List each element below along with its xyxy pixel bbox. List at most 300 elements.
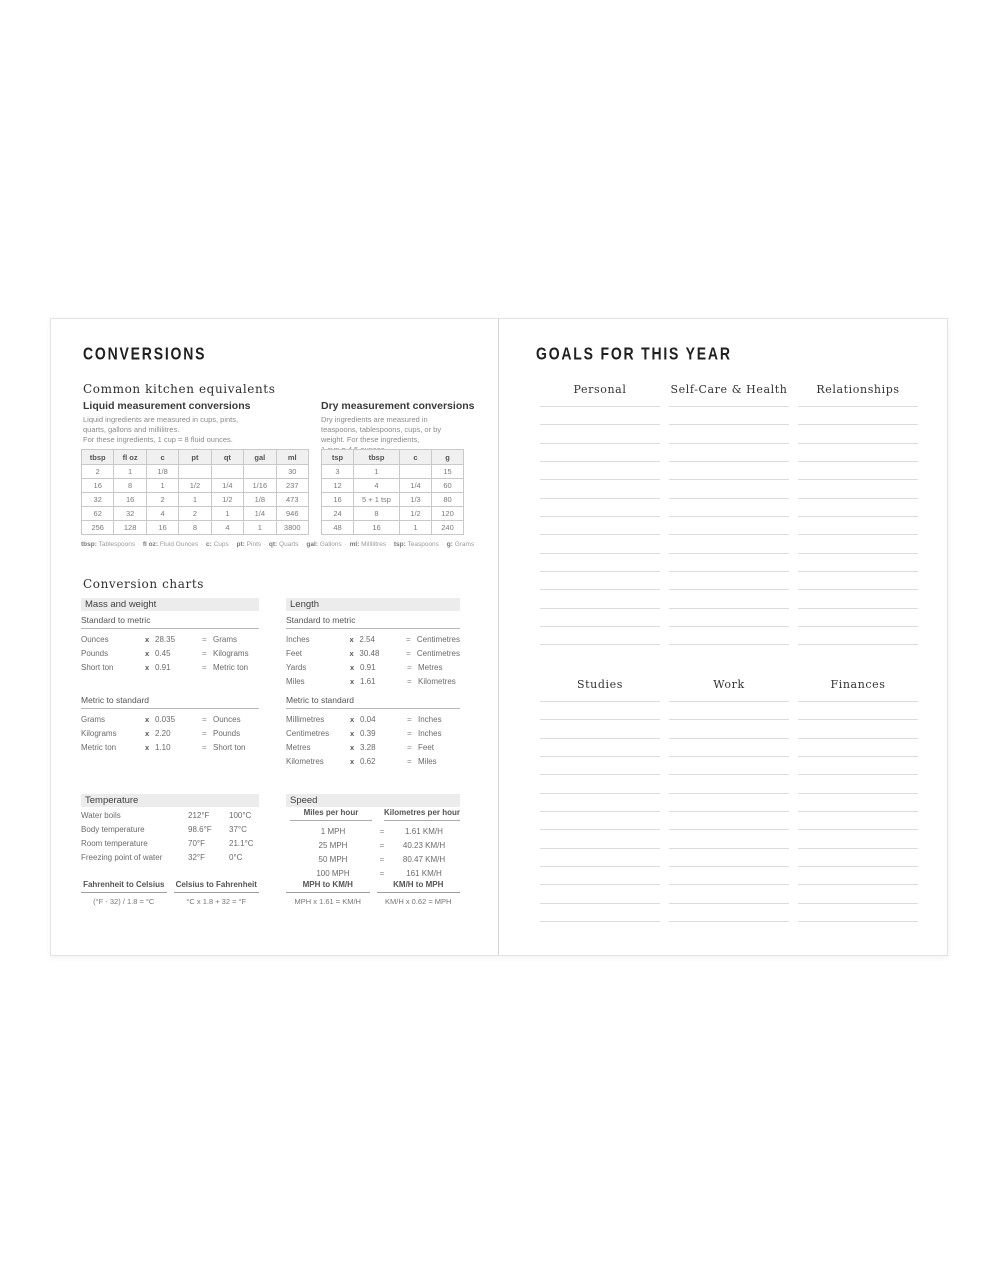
table-cell: 2 [82, 465, 114, 479]
conversion-factor: 2.20 [155, 728, 171, 738]
column-header: tbsp [82, 450, 114, 465]
planner-spread [50, 318, 948, 956]
dry-conversions-heading: Dry measurement conversions [321, 400, 475, 412]
goals-page-title: GOALS FOR THIS YEAR [536, 343, 732, 363]
conversion-factor: 3.28 [360, 742, 376, 752]
equals-sign: = [202, 728, 207, 738]
column-header: tbsp [354, 450, 400, 465]
abbreviation-meaning: Fluid Ounces [159, 541, 199, 548]
speed-row [286, 824, 460, 838]
goal-line [540, 553, 660, 554]
goal-section [669, 383, 789, 646]
conversion-charts-heading: Conversion charts [83, 577, 205, 591]
equals-sign: = [202, 634, 207, 644]
table-cell: 946 [276, 507, 308, 521]
goal-line [540, 424, 660, 425]
multiply-sign: x [350, 662, 355, 672]
column-header: c [400, 450, 432, 465]
kmh-value: 161 KM/H [406, 868, 442, 878]
multiply-sign: x [350, 714, 355, 724]
unit-to: Kilometres [418, 676, 456, 686]
abbreviation-meaning: Cups [213, 541, 229, 548]
abbreviation-meaning: Quarts [279, 541, 299, 548]
description-line: Dry ingredients are measured in [321, 415, 428, 424]
conversion-factor: 30.48 [359, 648, 380, 658]
column-header: tsp [322, 450, 354, 465]
goal-line [798, 443, 918, 444]
conversion-row [81, 712, 259, 726]
goal-line [798, 774, 918, 775]
goal-line [798, 626, 918, 627]
goal-line [669, 811, 789, 812]
goal-line [669, 461, 789, 462]
table-cell: 4 [146, 507, 178, 521]
fahrenheit-value: 32°F [188, 852, 205, 862]
abbreviation: g: [446, 541, 453, 548]
table-cell: 1 [244, 521, 276, 535]
temperature-label: Freezing point of water [81, 852, 163, 862]
multiply-sign: x [349, 648, 354, 658]
conversions-page-title: CONVERSIONS [83, 343, 207, 363]
goal-line [540, 534, 660, 535]
equals-sign: = [202, 714, 207, 724]
abbreviation: pt: [236, 541, 245, 548]
goal-line [669, 719, 789, 720]
separator-dot: · [231, 541, 234, 548]
goal-line [798, 498, 918, 499]
kmh-value: 80.47 KM/H [402, 854, 446, 864]
kmh-column-header: Kilometres per hour [384, 808, 460, 821]
length-std-to-metric-rows [286, 632, 460, 688]
unit-to: Centimetres [416, 634, 460, 644]
multiply-sign: x [145, 742, 150, 752]
multiply-sign: x [145, 714, 150, 724]
goal-line [540, 461, 660, 462]
abbreviation-meaning: Teaspoons [407, 541, 439, 548]
conversion-factor: 0.91 [360, 662, 376, 672]
goal-line [798, 756, 918, 757]
goal-line [669, 406, 789, 407]
kmh-to-mph [377, 880, 461, 906]
goal-line [669, 571, 789, 572]
goal-line [798, 793, 918, 794]
table-cell: 30 [276, 465, 308, 479]
goal-lines [669, 406, 789, 646]
table-cell: 5 + 1 tsp [354, 493, 400, 507]
equals-sign: = [202, 742, 207, 752]
goal-line [669, 903, 789, 904]
conversion-factor: 28.35 [155, 634, 176, 644]
goal-line [798, 884, 918, 885]
goal-line [540, 884, 660, 885]
length-metric-to-std-rows [286, 712, 460, 768]
f-to-c-formula: (°F - 32) / 1.8 = °C [93, 897, 155, 906]
goal-sections-row-2 [540, 678, 918, 923]
table-cell: 1 [146, 479, 178, 493]
goal-line [669, 829, 789, 830]
multiply-sign: x [145, 728, 150, 738]
table-cell: 237 [276, 479, 308, 493]
goal-line [540, 774, 660, 775]
table-cell: 24 [322, 507, 354, 521]
table-cell: 62 [82, 507, 114, 521]
length-metric-to-std-label: Metric to standard [286, 695, 460, 709]
table-cell: 60 [432, 479, 464, 493]
goal-line [798, 848, 918, 849]
table-cell: 120 [432, 507, 464, 521]
goal-lines [798, 406, 918, 646]
fahrenheit-value: 98.6°F [188, 824, 212, 834]
goal-lines [798, 701, 918, 923]
table-cell: 256 [82, 521, 114, 535]
equals-sign: = [407, 662, 412, 672]
goal-line [669, 498, 789, 499]
equals-sign: = [405, 648, 411, 658]
abbreviation: c: [205, 541, 212, 548]
goal-line [669, 553, 789, 554]
unit-from: Grams [81, 714, 105, 724]
table-cell: 2 [179, 507, 211, 521]
conversion-row [81, 646, 259, 660]
goal-line [540, 811, 660, 812]
conversion-row [81, 726, 259, 740]
goal-line [669, 774, 789, 775]
goal-line [798, 461, 918, 462]
table-cell: 1/8 [244, 493, 276, 507]
abbreviation: tbsp: [81, 541, 97, 548]
celsius-value: 100°C [229, 810, 252, 820]
celsius-value: 37°C [229, 824, 247, 834]
celsius-to-fahrenheit [174, 880, 260, 906]
goal-line [798, 719, 918, 720]
table-cell: 1/16 [244, 479, 276, 493]
goal-line [798, 738, 918, 739]
equals-sign: = [379, 826, 385, 836]
goal-line [540, 719, 660, 720]
unit-from: Metric ton [81, 742, 117, 752]
temperature-label: Body temperature [81, 824, 145, 834]
length-speed-column [286, 319, 460, 957]
temperature-label: Water boils [81, 810, 121, 820]
unit-to: Inches [418, 728, 442, 738]
table-cell: 1/8 [146, 465, 178, 479]
goal-line [669, 701, 789, 702]
goal-line [798, 644, 918, 645]
description-line: teaspoons, tablespoons, cups, or by [321, 425, 442, 434]
unit-to: Metres [418, 662, 443, 672]
goal-line [669, 589, 789, 590]
separator-dot: · [137, 541, 141, 548]
table-cell: 16 [82, 479, 114, 493]
unit-from: Kilograms [81, 728, 117, 738]
description-line: weight. For these ingredients, [321, 435, 420, 444]
mph-to-kmh-label: MPH to KM/H [286, 880, 370, 893]
goal-line [669, 921, 789, 922]
conversion-factor: 0.04 [360, 714, 376, 724]
goal-line [540, 608, 660, 609]
unit-from: Inches [286, 634, 310, 644]
multiply-sign: x [349, 634, 354, 644]
conversion-factor: 2.54 [359, 634, 375, 644]
temperature-label: Room temperature [81, 838, 148, 848]
table-cell: 8 [114, 479, 146, 493]
conversions-page [51, 319, 499, 955]
unit-from: Kilometres [286, 756, 324, 766]
goal-lines [669, 701, 789, 923]
conversion-factor: 0.39 [360, 728, 376, 738]
table-cell: 1/4 [244, 507, 276, 521]
unit-to: Feet [418, 742, 435, 752]
goal-line [669, 424, 789, 425]
goal-section [540, 383, 660, 646]
separator-dot: · [344, 541, 347, 548]
table-cell: 1/2 [211, 493, 243, 507]
unit-to: Miles [418, 756, 437, 766]
goal-line [669, 534, 789, 535]
column-header: fl oz [114, 450, 146, 465]
table-cell: 1/2 [400, 507, 432, 521]
table-cell: 1/2 [179, 479, 211, 493]
unit-from: Pounds [81, 648, 109, 658]
goal-section [798, 383, 918, 646]
goal-line [540, 701, 660, 702]
column-header: pt [179, 450, 211, 465]
multiply-sign: x [350, 756, 355, 766]
speed-converters [286, 880, 460, 906]
table-cell: 1 [179, 493, 211, 507]
goal-line [669, 516, 789, 517]
goal-line [798, 424, 918, 425]
description-line: quarts, gallons and millilitres. [83, 425, 180, 434]
goal-line [798, 903, 918, 904]
unit-to: Metric ton [213, 662, 249, 672]
table-cell: 32 [114, 507, 146, 521]
temperature-row [81, 850, 259, 864]
goal-line [540, 498, 660, 499]
mass-metric-to-std-rows [81, 712, 259, 754]
multiply-sign: x [350, 742, 355, 752]
c-to-f-formula: °C x 1.8 + 32 = °F [186, 897, 247, 906]
temperature-converters [81, 880, 259, 906]
unit-from: Miles [286, 676, 305, 686]
c-to-f-label: Celsius to Fahrenheit [174, 880, 260, 893]
goal-line [540, 443, 660, 444]
equals-sign: = [405, 634, 411, 644]
goal-line [669, 443, 789, 444]
unit-from: Ounces [81, 634, 109, 644]
goal-section-heading: Work [713, 678, 745, 691]
conversion-row [286, 660, 460, 674]
temperature-section-bar: Temperature [81, 794, 259, 807]
table-cell: 1 [400, 521, 432, 535]
goal-line [540, 756, 660, 757]
description-line: For these ingredients, 1 cup = 8 fluid ounces. [83, 435, 233, 444]
goal-line [540, 921, 660, 922]
multiply-sign: x [350, 728, 355, 738]
separator-dot: · [301, 541, 304, 548]
separator-dot: · [263, 541, 267, 548]
celsius-value: 21.1°C [229, 838, 254, 848]
goal-line [540, 793, 660, 794]
unit-to: Inches [418, 714, 442, 724]
conversion-row [286, 726, 460, 740]
goal-section-heading: Personal [573, 383, 627, 396]
abbreviation-meaning: Tablespoons [98, 541, 136, 548]
goal-line [540, 848, 660, 849]
column-header: qt [211, 450, 243, 465]
goal-sections-row-1 [540, 383, 918, 646]
conversion-row [286, 712, 460, 726]
table-cell: 240 [432, 521, 464, 535]
conversion-row [286, 754, 460, 768]
unit-from: Yards [286, 662, 307, 672]
table-cell: 16 [114, 493, 146, 507]
mph-value: 1 MPH [320, 826, 346, 836]
separator-dot: · [200, 541, 204, 548]
goal-line [798, 406, 918, 407]
goal-line [798, 608, 918, 609]
liquid-conversions-heading: Liquid measurement conversions [83, 400, 251, 412]
unit-from: Centimetres [286, 728, 330, 738]
temperature-row [81, 822, 259, 836]
table-cell: 16 [354, 521, 400, 535]
unit-from: Feet [286, 648, 303, 658]
description-line: Liquid ingredients are measured in cups, pints, [83, 415, 239, 424]
goal-line [798, 571, 918, 572]
abbreviation-meaning: Grams [454, 541, 475, 548]
kmh-value: 40.23 KM/H [402, 840, 446, 850]
equals-sign: = [407, 676, 412, 686]
conversion-factor: 1.61 [360, 676, 376, 686]
goal-line [798, 921, 918, 922]
speed-row [286, 852, 460, 866]
goal-line [540, 516, 660, 517]
goal-line [540, 644, 660, 645]
goal-line [540, 626, 660, 627]
goal-section [540, 678, 660, 923]
table-cell: 8 [354, 507, 400, 521]
table-cell: 8 [179, 521, 211, 535]
speed-row [286, 838, 460, 852]
abbreviation: gal: [306, 541, 318, 548]
goal-section-heading: Finances [830, 678, 886, 691]
table-cell: 3 [322, 465, 354, 479]
equals-sign: = [407, 714, 412, 724]
goal-line [798, 589, 918, 590]
unit-to: Grams [213, 634, 237, 644]
length-std-to-metric-label: Standard to metric [286, 615, 460, 629]
conversion-factor: 0.91 [155, 662, 171, 672]
table-cell: 32 [82, 493, 114, 507]
table-cell: 12 [322, 479, 354, 493]
unit-to: Kilograms [213, 648, 249, 658]
unit-to: Short ton [213, 742, 246, 752]
mph-value: 25 MPH [318, 840, 348, 850]
goal-line [798, 534, 918, 535]
mph-to-kmh-formula: MPH x 1.61 = KM/H [294, 897, 361, 906]
goal-line [798, 701, 918, 702]
unit-from: Short ton [81, 662, 114, 672]
conversion-row [81, 740, 259, 754]
kmh-to-mph-label: KM/H to MPH [377, 880, 461, 893]
fahrenheit-value: 212°F [188, 810, 210, 820]
table-cell: 2 [146, 493, 178, 507]
f-to-c-label: Fahrenheit to Celsius [81, 880, 167, 893]
table-cell: 1/4 [400, 479, 432, 493]
mass-std-to-metric-label: Standard to metric [81, 615, 259, 629]
celsius-value: 0°C [229, 852, 243, 862]
column-header: gal [244, 450, 276, 465]
goal-line [798, 553, 918, 554]
conversion-factor: 0.62 [360, 756, 376, 766]
table-cell: 16 [146, 521, 178, 535]
goal-line [669, 738, 789, 739]
goal-line [669, 626, 789, 627]
table-cell: 16 [322, 493, 354, 507]
equals-sign: = [379, 868, 385, 878]
goal-lines [540, 701, 660, 923]
abbreviation: ml: [349, 541, 360, 548]
temperature-row [81, 836, 259, 850]
column-header: g [432, 450, 464, 465]
multiply-sign: x [145, 648, 150, 658]
mass-std-to-metric-rows [81, 632, 259, 674]
fahrenheit-to-celsius [81, 880, 167, 906]
table-cell: 1/4 [211, 479, 243, 493]
separator-dot: · [388, 541, 392, 548]
mph-value: 100 MPH [316, 868, 350, 878]
goal-line [798, 866, 918, 867]
table-cell: 3800 [276, 521, 308, 535]
unit-to: Pounds [213, 728, 241, 738]
multiply-sign: x [145, 634, 150, 644]
table-cell: 1 [114, 465, 146, 479]
goal-line [798, 479, 918, 480]
goal-lines [540, 406, 660, 646]
goal-line [669, 479, 789, 480]
equals-sign: = [202, 662, 207, 672]
column-header: ml [276, 450, 308, 465]
goal-section-heading: Studies [577, 678, 623, 691]
table-cell: 1/3 [400, 493, 432, 507]
abbreviation: tsp: [393, 541, 406, 548]
conversion-row [81, 632, 259, 646]
goal-section-heading: Relationships [816, 383, 900, 396]
temperature-row [81, 808, 259, 822]
goal-line [669, 644, 789, 645]
goal-section [669, 678, 789, 923]
table-cell: 15 [432, 465, 464, 479]
table-cell: 4 [354, 479, 400, 493]
conversion-row [81, 660, 259, 674]
multiply-sign: x [145, 662, 150, 672]
conversion-row [286, 646, 460, 660]
unit-from: Millimetres [286, 714, 325, 724]
goal-line [669, 848, 789, 849]
goal-section-heading: Self-Care & Health [670, 383, 788, 396]
mph-value: 50 MPH [318, 854, 348, 864]
abbreviation-meaning: Gallons [319, 541, 342, 548]
unit-from: Metres [286, 742, 311, 752]
speed-row [286, 866, 460, 880]
goal-line [669, 608, 789, 609]
abbreviation-meaning: Pints [246, 541, 262, 548]
goal-line [798, 516, 918, 517]
table-cell: 473 [276, 493, 308, 507]
goals-page [500, 319, 948, 955]
mass-metric-to-std-label: Metric to standard [81, 695, 259, 709]
goal-section [798, 678, 918, 923]
